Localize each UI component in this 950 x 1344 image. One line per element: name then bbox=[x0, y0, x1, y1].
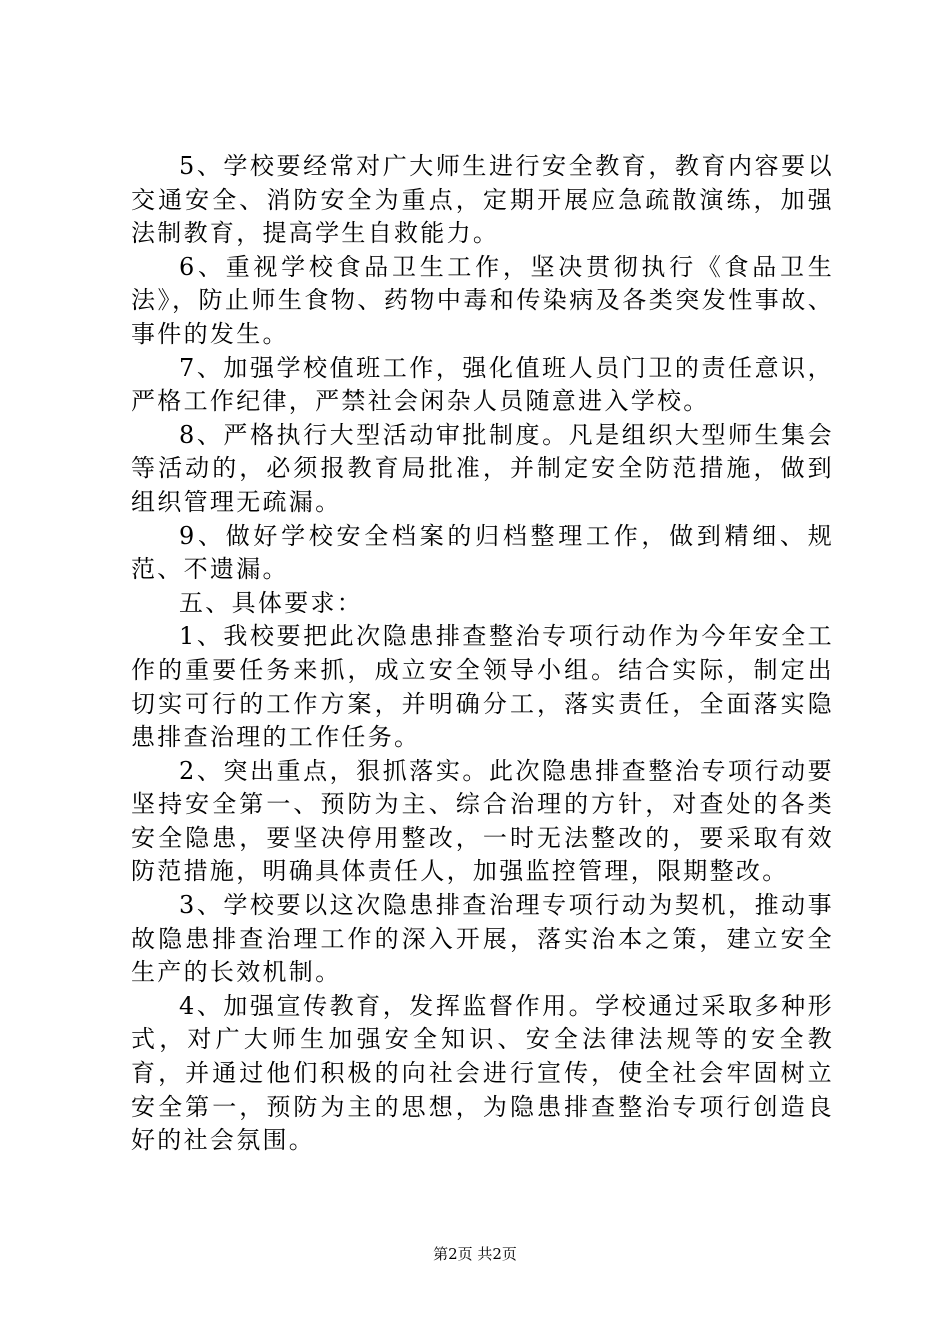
paragraph-item-9: 9、做好学校安全档案的归档整理工作，做到精细、规范、不遗漏。 bbox=[131, 521, 834, 584]
page-number-footer: 第2页 共2页 bbox=[433, 1245, 517, 1263]
document-body bbox=[131, 150, 834, 1158]
paragraph-item-5: 5、学校要经常对广大师生进行安全教育，教育内容要以交通安全、消防安全为重点，定期开展应急疏散演练，加强法制教育，提高学生自救能力。 bbox=[131, 152, 834, 248]
requirement-item-1: 1、我校要把此次隐患排查整治专项行动作为今年安全工作的重要任务来抓，成立安全领导小组。结合实际，制定出切实可行的工作方案，并明确分工，落实责任，全面落实隐患排查治理的工作任务。 bbox=[131, 622, 834, 752]
paragraph-item-8: 8、严格执行大型活动审批制度。凡是组织大型师生集会等活动的，必须报教育局批准，并制定安全防范措施，做到组织管理无疏漏。 bbox=[131, 420, 834, 516]
requirement-item-2: 2、突出重点，狠抓落实。此次隐患排查整治专项行动要坚持安全第一、预防为主、综合治理的方针，对查处的各类安全隐患，要坚决停用整改，一时无法整改的，要采取有效防范措施，明确具体责任人，加强监控管理，限期整改。 bbox=[131, 756, 834, 886]
paragraph-item-7: 7、加强学校值班工作，强化值班人员门卫的责任意识，严格工作纪律，严禁社会闲杂人员随意进入学校。 bbox=[131, 353, 834, 416]
section-heading-requirements: 五、具体要求： bbox=[179, 588, 364, 617]
paragraph-item-6: 6、重视学校食品卫生工作，坚决贯彻执行《食品卫生法》，防止师生食物、药物中毒和传染病及各类突发性事故、事件的发生。 bbox=[131, 252, 834, 348]
requirement-item-3: 3、学校要以这次隐患排查治理专项行动为契机，推动事故隐患排查治理工作的深入开展，落实治本之策，建立安全生产的长效机制。 bbox=[131, 891, 834, 987]
requirement-item-4: 4、加强宣传教育，发挥监督作用。学校通过采取多种形式，对广大师生加强安全知识、安全法律法规等的安全教育，并通过他们积极的向社会进行宣传，使全社会牢固树立安全第一，预防为主的思想，为隐患排查整治专项行创造良好的社会氛围。 bbox=[131, 991, 834, 1155]
